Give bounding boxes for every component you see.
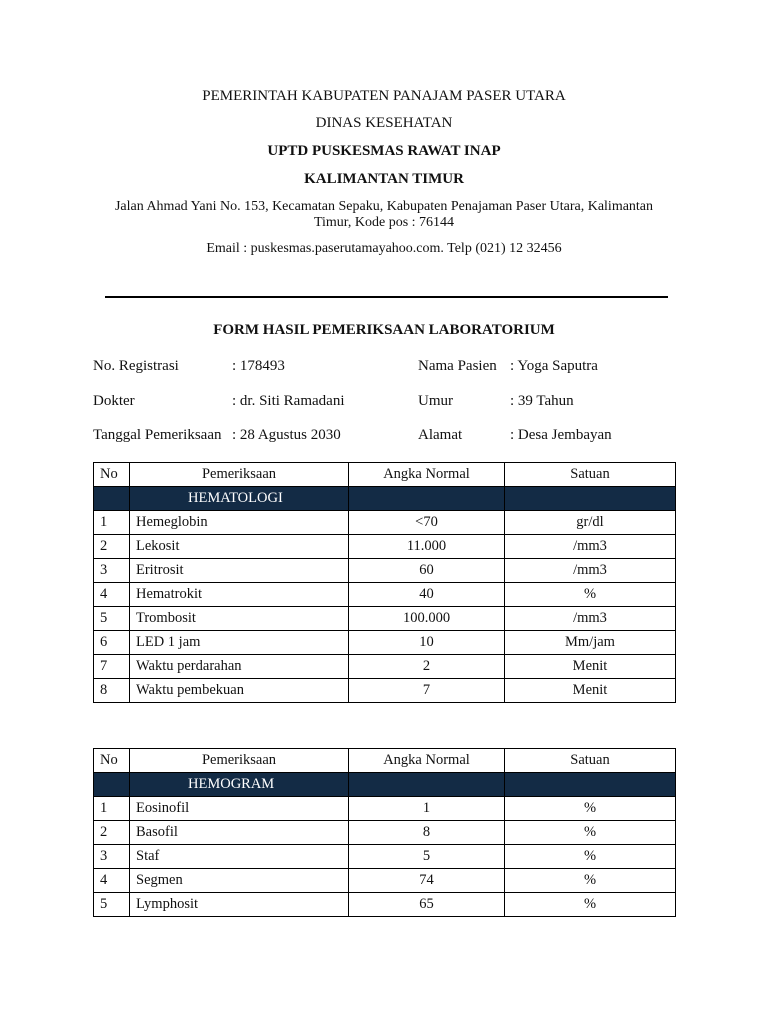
patient-name-label: Nama Pasien [418, 358, 497, 374]
row-normal: 11.000 [349, 535, 505, 559]
table-row [94, 583, 676, 607]
row-unit: % [505, 869, 676, 893]
patient-name-value: : Yoga Saputra [510, 358, 598, 374]
row-unit: % [505, 797, 676, 821]
row-unit: % [505, 821, 676, 845]
age-label: Umur [418, 393, 453, 409]
letterhead-divider [105, 296, 668, 298]
row-no: 3 [94, 559, 130, 583]
row-normal: <70 [349, 511, 505, 535]
row-normal: 1 [349, 797, 505, 821]
exam-date-value: : 28 Agustus 2030 [232, 427, 341, 443]
table-row [94, 559, 676, 583]
header-exam: Pemeriksaan [130, 749, 349, 773]
header-no: No [94, 749, 130, 773]
row-unit: /mm3 [505, 535, 676, 559]
row-normal: 2 [349, 655, 505, 679]
letterhead-contact: Email : puskesmas.paserutamayahoo.com. Telp (021) 12 32456 [206, 241, 562, 256]
row-no: 1 [94, 511, 130, 535]
header-unit: Satuan [505, 463, 676, 487]
row-unit: /mm3 [505, 559, 676, 583]
row-no: 2 [94, 821, 130, 845]
header-exam: Pemeriksaan [130, 463, 349, 487]
address-value: : Desa Jembayan [510, 427, 612, 443]
row-unit: Mm/jam [505, 631, 676, 655]
table-row [94, 797, 676, 821]
section-row [94, 773, 676, 797]
row-exam: Hematrokit [130, 583, 349, 607]
row-exam: Waktu perdarahan [130, 655, 349, 679]
row-unit: % [505, 893, 676, 917]
letterhead-province: KALIMANTAN TIMUR [304, 171, 464, 187]
row-normal: 7 [349, 679, 505, 703]
table-row [94, 511, 676, 535]
letterhead-clinic: UPTD PUSKESMAS RAWAT INAP [267, 143, 501, 159]
hemogram-table [93, 748, 676, 917]
row-exam: LED 1 jam [130, 631, 349, 655]
row-no: 8 [94, 679, 130, 703]
row-normal: 60 [349, 559, 505, 583]
row-no: 5 [94, 607, 130, 631]
row-exam: Waktu pembekuan [130, 679, 349, 703]
table-row [94, 869, 676, 893]
row-normal: 10 [349, 631, 505, 655]
row-exam: Lymphosit [130, 893, 349, 917]
header-normal: Angka Normal [349, 749, 505, 773]
row-no: 4 [94, 583, 130, 607]
header-no: No [94, 463, 130, 487]
section-hematology: HEMATOLOGI [130, 487, 349, 511]
letterhead-address: Jalan Ahmad Yani No. 153, Kecamatan Sepaku, Kabupaten Penajaman Paser Utara, Kalimantan Timur, Kode pos : 76144 [114, 199, 654, 230]
row-exam: Lekosit [130, 535, 349, 559]
doctor-label: Dokter [93, 393, 135, 409]
table-row [94, 655, 676, 679]
row-normal: 8 [349, 821, 505, 845]
letterhead-department: DINAS KESEHATAN [315, 115, 453, 131]
registration-value: : 178493 [232, 358, 285, 374]
hematology-table [93, 462, 676, 703]
row-exam: Eritrosit [130, 559, 349, 583]
row-unit: Menit [505, 679, 676, 703]
row-no: 1 [94, 797, 130, 821]
row-unit: % [505, 845, 676, 869]
row-normal: 40 [349, 583, 505, 607]
row-no: 6 [94, 631, 130, 655]
table-header-row [94, 749, 676, 773]
row-normal: 100.000 [349, 607, 505, 631]
header-normal: Angka Normal [349, 463, 505, 487]
row-normal: 65 [349, 893, 505, 917]
row-normal: 5 [349, 845, 505, 869]
table-row [94, 607, 676, 631]
row-unit: gr/dl [505, 511, 676, 535]
exam-date-label: Tanggal Pemeriksaan [93, 427, 222, 443]
row-no: 7 [94, 655, 130, 679]
section-row [94, 487, 676, 511]
table-header-row [94, 463, 676, 487]
row-no: 4 [94, 869, 130, 893]
table-row [94, 821, 676, 845]
table-row [94, 631, 676, 655]
header-unit: Satuan [505, 749, 676, 773]
table-row [94, 845, 676, 869]
row-exam: Staf [130, 845, 349, 869]
table-row [94, 893, 676, 917]
row-exam: Trombosit [130, 607, 349, 631]
row-exam: Eosinofil [130, 797, 349, 821]
form-title: FORM HASIL PEMERIKSAAN LABORATORIUM [213, 322, 555, 338]
row-exam: Basofil [130, 821, 349, 845]
row-unit: /mm3 [505, 607, 676, 631]
registration-label: No. Registrasi [93, 358, 179, 374]
row-exam: Hemeglobin [130, 511, 349, 535]
table-row [94, 679, 676, 703]
letterhead-government: PEMERINTAH KABUPATEN PANAJAM PASER UTARA [202, 88, 566, 104]
row-no: 5 [94, 893, 130, 917]
row-unit: % [505, 583, 676, 607]
row-no: 2 [94, 535, 130, 559]
doctor-value: : dr. Siti Ramadani [232, 393, 345, 409]
row-normal: 74 [349, 869, 505, 893]
row-exam: Segmen [130, 869, 349, 893]
table-row [94, 535, 676, 559]
row-no: 3 [94, 845, 130, 869]
age-value: : 39 Tahun [510, 393, 574, 409]
section-hemogram: HEMOGRAM [130, 773, 349, 797]
address-label: Alamat [418, 427, 463, 443]
row-unit: Menit [505, 655, 676, 679]
